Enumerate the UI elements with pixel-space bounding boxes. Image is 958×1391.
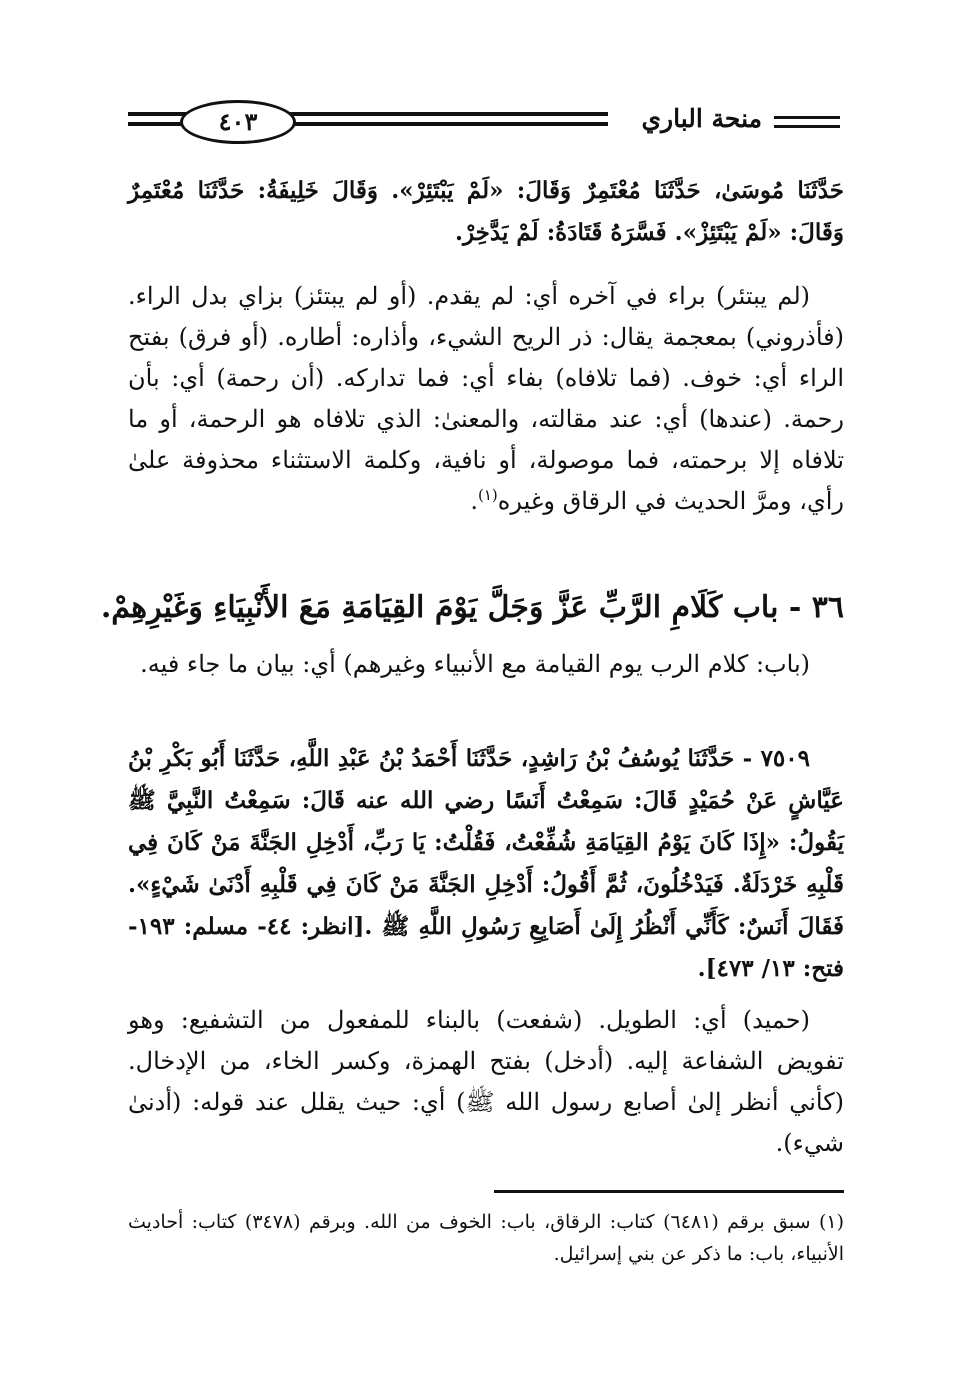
page-header bbox=[128, 96, 840, 150]
commentary-paragraph-3: (حميد) أي: الطويل. (شفعت) بالبناء للمفعول من التشفيع: وهو تفويض الشفاعة إليه. (أدخل) بفتح الهمزة، وكسر الخاء، من الإدخال. (كأني أنظر إلىٰ أصابع رسول الله ﷺ) أي: حيث يقلل عند قوله: (أدنىٰ شيء). bbox=[128, 1006, 844, 1157]
commentary-text-1: (لم يبتئر) براء في آخره أي: لم يقدم. (أو لم يبتئز) بزاي بدل الراء. (فأذروني) بمعجمة يقال: ذر الريح الشيء، وأذاره: أطاره. (أو فرق) بفتح الراء أي: خوف. (فما تلافاه) بفاء أي: فما تداركه. (أن رحمة) أي: بأن رحمة. (عندها) أي: عند مقالته، والمعنىٰ: الذي تلافاه هو الرحمة، أو ما تلافاه إلا برحمته، فما موصولة، أو نافية، وكلمة الاستثناء محذوفة علىٰ رأي، ومرَّ الحديث في الرقاق وغيره bbox=[128, 282, 844, 515]
hadith-text-1: حَدَّثَنَا مُوسَىٰ، حَدَّثَنَا مُعْتَمِرٌ وَقَالَ: «لَمْ يَبْتَئِرْ». وَقَالَ خَلِيفَةُ: حَدَّثَنَا مُعْتَمِرٌ وَقَالَ: «لَمْ يَبْتَئِزْ». فَسَّرَهُ قَتَادَةُ: لَمْ يَدَّخِرْ. bbox=[128, 177, 844, 246]
commentary-paragraph-1 bbox=[128, 276, 844, 522]
footnote-separator bbox=[494, 1190, 844, 1193]
chapter-heading: ٣٦ - باب كَلَامِ الرَّبِّ عَزَّ وَجَلَّ يَوْمَ القِيَامَةِ مَعَ الأَنْبِيَاءِ وَغَيْرِهِمْ. bbox=[100, 590, 844, 625]
footnotes bbox=[128, 1206, 844, 1270]
footnote-item: (١) سبق برقم (٦٤٨١) كتاب: الرقاق، باب: الخوف من الله. وبرقم (٣٤٧٨) كتاب: أحاديث الأنبياء، باب: ما ذكر عن بني إسرائيل. bbox=[128, 1211, 844, 1265]
hadith-text-2: ٧٥٠٩ - حَدَّثَنَا يُوسُفُ بْنُ رَاشِدٍ، حَدَّثَنَا أَحْمَدُ بْنُ عَبْدِ اللَّهِ، حَدَّثَنَا أَبُو بَكْرِ بْنُ عَيَّاشٍ عَنْ حُمَيْدٍ قَالَ: سَمِعْتُ أَنَسًا رضي الله عنه قَالَ: سَمِعْتُ النَّبِيَّ ﷺ يَقُولُ: «إِذَا كَانَ يَوْمُ القِيَامَةِ شُفِّعْتُ، فَقُلْتُ: يَا رَبِّ، أَدْخِلِ الجَنَّةَ مَنْ كَانَ فِي قَلْبِهِ خَرْدَلَةٌ. فَيَدْخُلُونَ، ثُمَّ أَقُولُ: أَدْخِلِ الجَنَّةَ مَنْ كَانَ فِي قَلْبِهِ أَدْنَىٰ شَيْءٍ». فَقَالَ أَنَسٌ: كَأَنِّي أَنْظُرُ إِلَىٰ أَصَابِعِ رَسُولِ اللَّهِ ﷺ .[انظر: ٤٤- مسلم: ١٩٣- فتح: ١٣/ ٤٧٣]. bbox=[128, 745, 845, 982]
running-title: منحة الباري bbox=[641, 104, 762, 133]
header-rule-right bbox=[774, 116, 840, 128]
commentary-text-1-end: . bbox=[470, 487, 478, 515]
commentary-paragraph-2: (باب: كلام الرب يوم القيامة مع الأنبياء وغيرهم) أي: بيان ما جاء فيه. bbox=[140, 650, 810, 678]
footnote-reference: (١) bbox=[477, 486, 498, 504]
page-number: ٤٠٣ bbox=[180, 100, 296, 144]
